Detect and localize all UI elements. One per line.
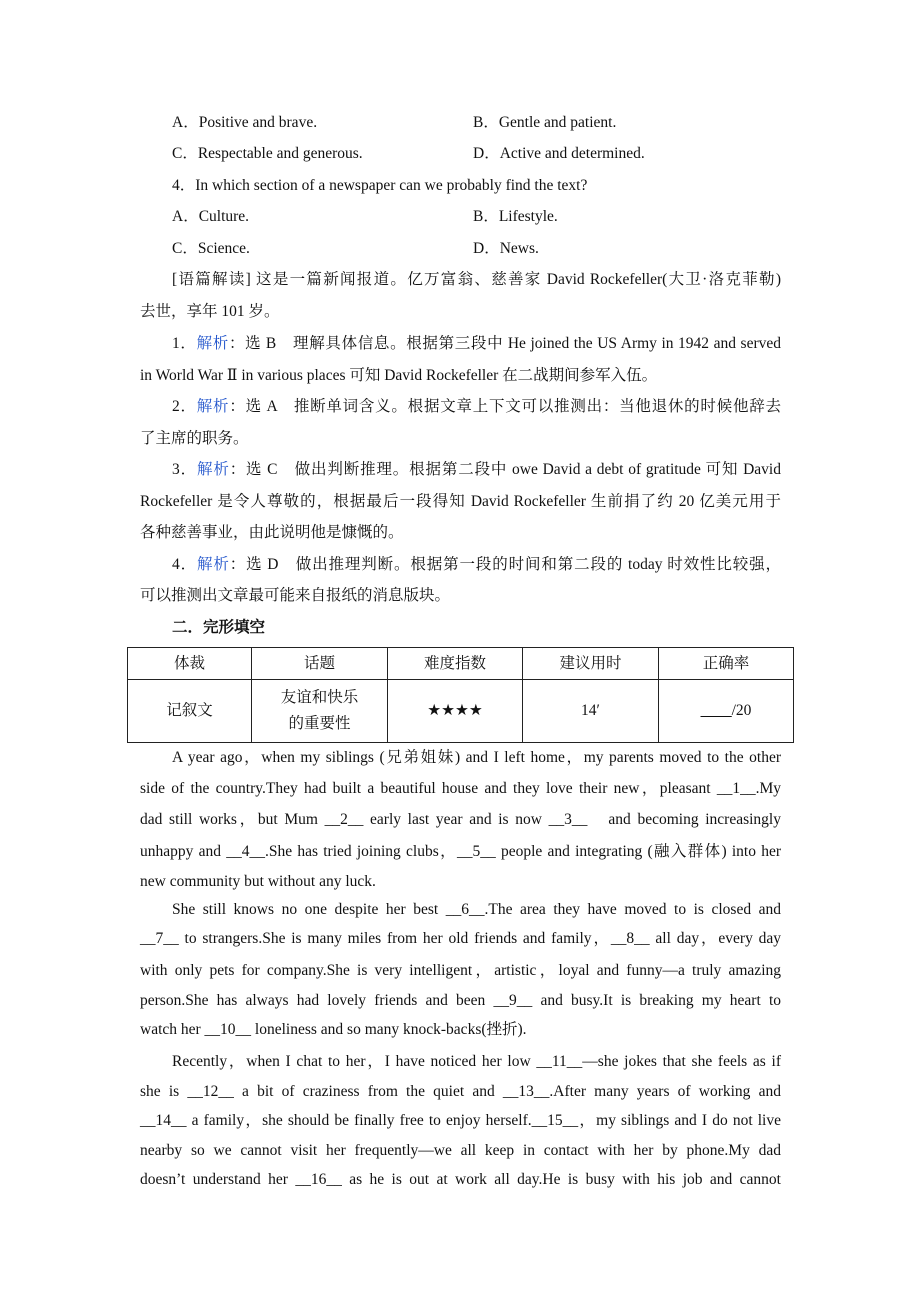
answer-2-line2: 了主席的职务。 bbox=[140, 430, 249, 447]
answer-text: ：选 B 理解具体信息。根据第三段中 He joined the US Army in 1942 and served bbox=[228, 335, 781, 352]
option-3b: B．Gentle and patient. bbox=[473, 114, 617, 131]
answer-1-line2: in World War Ⅱ in various places 可知 David Rockefeller 在二战期间参军入伍。 bbox=[140, 367, 658, 384]
passage-line: __7__ to strangers.She is many miles from her old friends and family，__8__ all day，every day bbox=[140, 930, 781, 947]
passage-line: __14__ a family，she should be finally free to enjoy herself.__15__，my siblings and I do not live bbox=[140, 1112, 781, 1129]
score-total: /20 bbox=[731, 702, 752, 719]
option-3c: C．Respectable and generous. bbox=[172, 145, 363, 162]
section-heading: 二．完形填空 bbox=[172, 619, 266, 636]
option-3d: D．Active and determined. bbox=[473, 145, 645, 162]
option-4c: C．Science. bbox=[172, 240, 250, 257]
answer-number: 4． bbox=[172, 556, 198, 573]
analysis-intro bbox=[140, 270, 781, 290]
passage-line: dad still works，but Mum __2__ early last year and is now __3__ and becoming increasingly bbox=[140, 811, 781, 828]
passage-text: She still knows no one despite her best __6__.The area they have moved to is closed and bbox=[172, 901, 781, 918]
passage-line: nearby so we cannot visit her frequently—we all keep in contact with her by phone.My dad bbox=[140, 1142, 781, 1159]
passage-line: unhappy and __4__.She has tried joining clubs，__5__ people and integrating (融入群体) into her bbox=[140, 843, 781, 860]
topic-line: 友谊和快乐 bbox=[280, 689, 359, 706]
answer-text: ：选 A 推断单词含义。根据文章上下文可以推测出：当他退休的时候他辞去 bbox=[229, 398, 781, 415]
answer-2 bbox=[140, 397, 781, 417]
analysis-tag: 解析 bbox=[196, 335, 229, 352]
passage-line: new community but without any luck. bbox=[140, 873, 376, 890]
table-cell-genre: 记叙文 bbox=[128, 680, 252, 743]
answer-text: ：选 C 做出判断推理。根据第二段中 owe David a debt of gratitude 可知 David bbox=[229, 461, 781, 478]
answer-3-line2: Rockefeller 是令人尊敬的，根据最后一段得知 David Rockefeller 生前捐了约 20 亿美元用于 bbox=[140, 493, 781, 510]
answer-4 bbox=[140, 555, 781, 575]
passage-line: with only pets for company.She is very intelligent，artistic，loyal and funny—a truly amazing bbox=[140, 962, 781, 979]
answer-4-line2: 可以推测出文章最可能来自报纸的消息版块。 bbox=[140, 587, 451, 604]
answer-number: 2． bbox=[172, 398, 197, 415]
info-table bbox=[127, 647, 794, 743]
passage-line: watch her __10__ loneliness and so many knock-backs(挫折). bbox=[140, 1021, 527, 1038]
passage-line: person.She has always had lovely friends and been __9__ and busy.It is breaking my heart to bbox=[140, 992, 781, 1009]
passage-line: she is __12__ a bit of craziness from the quiet and __13__.After many years of working and bbox=[140, 1083, 781, 1100]
answer-1 bbox=[140, 334, 781, 354]
table-cell-topic bbox=[252, 680, 388, 743]
table-cell-time: 14′ bbox=[523, 680, 659, 743]
table-header: 话题 bbox=[252, 648, 388, 680]
score-blank: ____ bbox=[700, 702, 732, 719]
option-4b: B．Lifestyle. bbox=[473, 208, 558, 225]
option-4d: D．News. bbox=[473, 240, 539, 257]
analysis-intro-line1: 这是一篇新闻报道。亿万富翁、慈善家 David Rockefeller(大卫·洛克菲勒) bbox=[256, 271, 782, 288]
option-4a: A．Culture. bbox=[172, 208, 250, 225]
passage-line bbox=[140, 900, 781, 920]
answer-number: 3． bbox=[172, 461, 197, 478]
passage-text: A year ago，when my siblings (兄弟姐妹) and I left home，my parents moved to the other bbox=[172, 749, 781, 766]
topic-line: 的重要性 bbox=[288, 715, 351, 732]
passage-line: side of the country.They had built a beautiful house and they love their new，pleasant __1__.My bbox=[140, 780, 781, 797]
analysis-intro-tag: [语篇解读] bbox=[172, 271, 251, 288]
table-header: 建议用时 bbox=[523, 648, 659, 680]
passage-line bbox=[140, 748, 781, 768]
analysis-tag: 解析 bbox=[196, 398, 230, 415]
analysis-tag: 解析 bbox=[196, 461, 230, 478]
passage-text: Recently，when I chat to her，I have noticed her low __11__—she jokes that she feels as if bbox=[172, 1053, 781, 1070]
answer-text: ：选 D 做出推理判断。根据第一段的时间和第二段的 today 时效性比较强， bbox=[229, 556, 781, 573]
option-3a: A．Positive and brave. bbox=[172, 114, 318, 131]
answer-number: 1． bbox=[172, 335, 197, 352]
answer-3-line3: 各种慈善事业，由此说明他是慷慨的。 bbox=[140, 524, 404, 541]
passage-line: doesn’t understand her __16__ as he is out at work all day.He is busy with his job and cannot bbox=[140, 1171, 781, 1188]
analysis-intro-line2: 去世，享年 101 岁。 bbox=[140, 303, 280, 320]
table-header: 正确率 bbox=[659, 648, 794, 680]
analysis-tag: 解析 bbox=[197, 556, 230, 573]
table-cell-difficulty: ★★★★ bbox=[388, 680, 523, 743]
question-4: 4．In which section of a newspaper can we probably find the text? bbox=[172, 177, 588, 194]
answer-3 bbox=[140, 460, 781, 480]
table-header: 难度指数 bbox=[388, 648, 523, 680]
table-header: 体裁 bbox=[128, 648, 252, 680]
table-cell-score bbox=[659, 680, 794, 743]
passage-line bbox=[140, 1052, 781, 1072]
